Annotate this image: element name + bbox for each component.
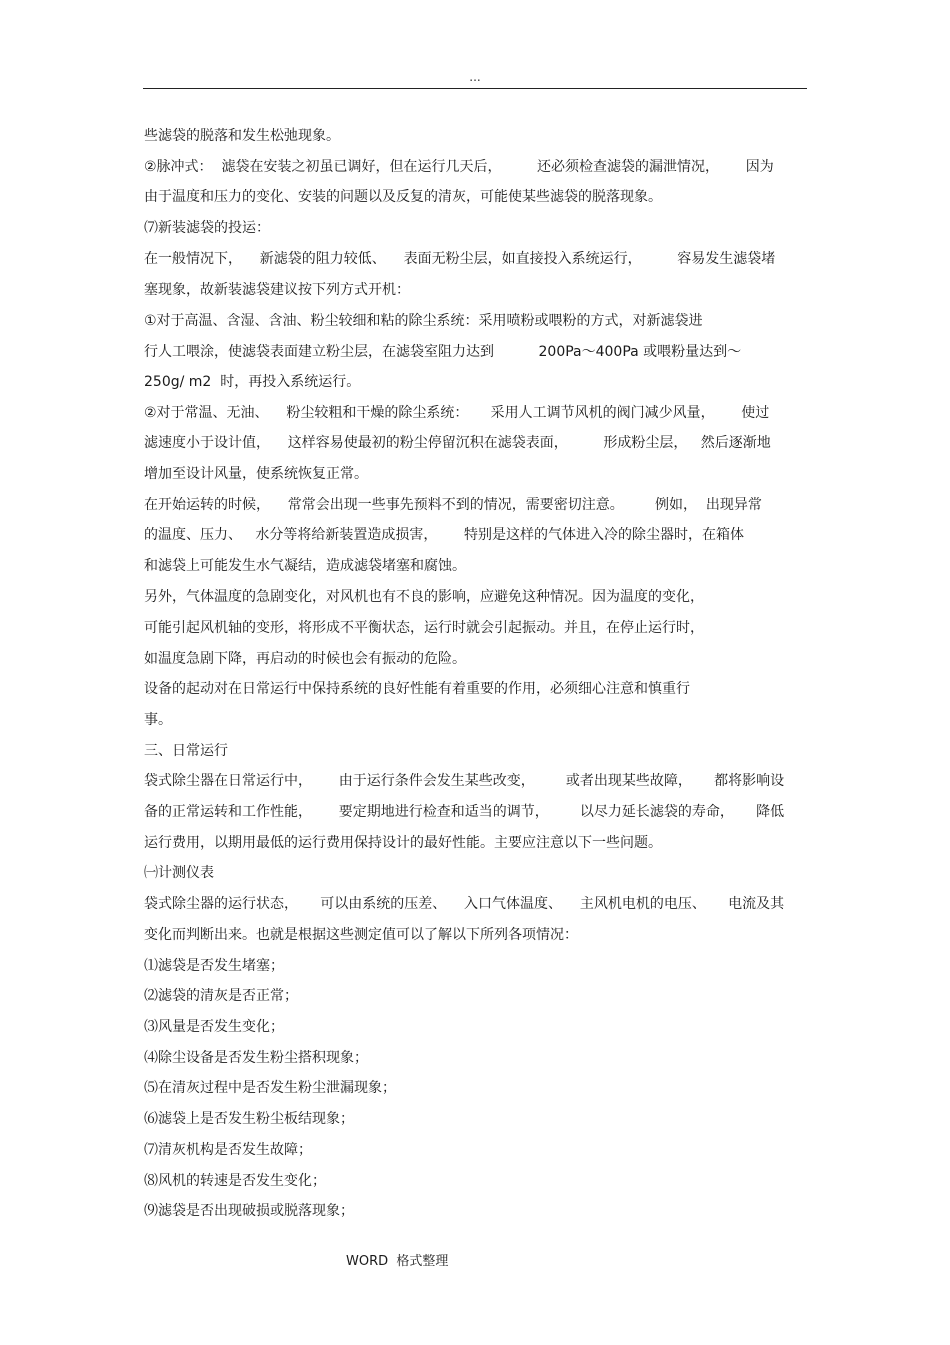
- list-item: ⑸在清灰过程中是否发生粉尘泄漏现象；: [144, 1080, 396, 1096]
- list-item: ⑷除尘设备是否发生粉尘搭积现象；: [144, 1050, 368, 1066]
- list-item: ⑴滤袋是否发生堵塞；: [144, 958, 284, 974]
- list-item: ⑺清灰机构是否发生故障；: [144, 1142, 312, 1158]
- text-line: 运行费用，以期用最低的运行费用保持设计的最好性能。主要应注意以下一些问题。: [144, 835, 662, 851]
- text-line: 在一般情况下， 新滤袋的阻力较低、 表面无粉尘层，如直接投入系统运行， 容易发生滤袋堵: [144, 251, 776, 267]
- text-line: 些滤袋的脱落和发生松弛现象。: [144, 128, 340, 144]
- text-line: 滤速度小于设计值， 这样容易使最初的粉尘停留沉积在滤袋表面， 形成粉尘层， 然后逐渐地: [144, 435, 771, 451]
- text-line: ⑺新装滤袋的投运：: [144, 220, 270, 236]
- text-line: 事。: [144, 712, 172, 728]
- header-rule: [143, 88, 807, 89]
- text-line: 变化而判断出来。也就是根据这些测定值可以了解以下所列各项情况：: [144, 927, 578, 943]
- text-line: 可能引起风机轴的变形，将形成不平衡状态，运行时就会引起振动。并且，在停止运行时，: [144, 620, 704, 636]
- text-line: 如温度急剧下降，再启动的时候也会有振动的危险。: [144, 651, 466, 667]
- text-line: 在开始运转的时候， 常常会出现一些事先预料不到的情况，需要密切注意。 例如， 出现异常: [144, 497, 762, 513]
- text-line: ②对于常温、无油、 粉尘较粗和干燥的除尘系统： 采用人工调节风机的阀门减少风量， 使过: [144, 405, 770, 421]
- page-footer: WORD 格式整理: [346, 1254, 449, 1269]
- subsection-heading: ㈠计测仪表: [144, 865, 214, 881]
- text-line: 的温度、压力、 水分等将给新装置造成损害， 特别是这样的气体进入冷的除尘器时，在箱体: [144, 527, 745, 543]
- text-line: 备的正常运转和工作性能， 要定期地进行检查和适当的调节， 以尽力延长滤袋的寿命， 降低: [144, 804, 785, 820]
- header-mark: ...: [469, 70, 481, 84]
- text-line: ②脉冲式： 滤袋在安装之初虽已调好，但在运行几天后， 还必须检查滤袋的漏泄情况， 因为: [144, 159, 774, 175]
- text-line: 塞现象，故新装滤袋建议按下列方式开机：: [144, 282, 410, 298]
- list-item: ⑼滤袋是否出现破损或脱落现象；: [144, 1203, 354, 1219]
- text-line: 由于温度和压力的变化、安装的问题以及反复的清灰，可能使某些滤袋的脱落现象。: [144, 189, 662, 205]
- text-line: 增加至设计风量，使系统恢复正常。: [144, 466, 368, 482]
- text-line: 250g/ m2 时，再投入系统运行。: [144, 374, 361, 390]
- text-line: 另外，气体温度的急剧变化，对风机也有不良的影响，应避免这种情况。因为温度的变化，: [144, 589, 704, 605]
- text-line: ①对于高温、含湿、含油、粉尘较细和粘的除尘系统：采用喷粉或喂粉的方式，对新滤袋进: [144, 313, 703, 329]
- list-item: ⑹滤袋上是否发生粉尘板结现象；: [144, 1111, 354, 1127]
- text-line: 袋式除尘器在日常运行中， 由于运行条件会发生某些改变， 或者出现某些故障， 都将影响设: [144, 773, 785, 789]
- section-heading: 三、日常运行: [144, 743, 228, 759]
- text-line: 行人工喂涂，使滤袋表面建立粉尘层，在滤袋室阻力达到 200Pa～400Pa 或喂粉量达到～: [144, 344, 742, 360]
- list-item: ⑶风量是否发生变化；: [144, 1019, 284, 1035]
- text-line: 袋式除尘器的运行状态， 可以由系统的压差、 入口气体温度、 主风机电机的电压、 电流及其: [144, 896, 785, 912]
- list-item: ⑻风机的转速是否发生变化；: [144, 1173, 326, 1189]
- text-line: 和滤袋上可能发生水气凝结，造成滤袋堵塞和腐蚀。: [144, 558, 466, 574]
- list-item: ⑵滤袋的清灰是否正常；: [144, 988, 298, 1004]
- text-line: 设备的起动对在日常运行中保持系统的良好性能有着重要的作用，必须细心注意和慎重行: [144, 681, 690, 697]
